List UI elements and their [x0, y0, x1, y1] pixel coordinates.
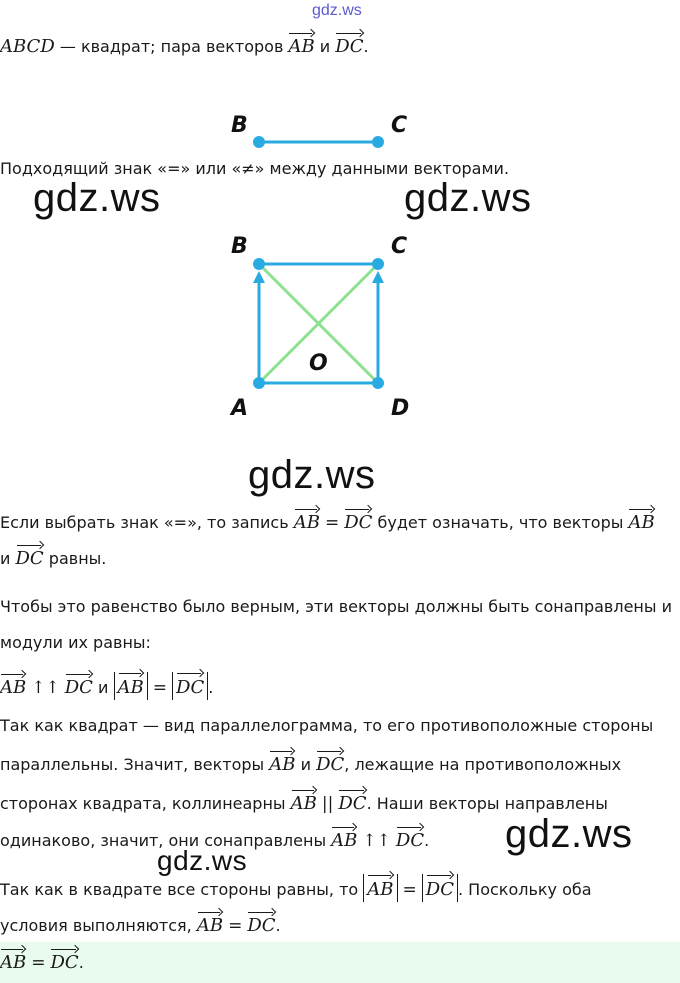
label-c: C	[391, 234, 408, 259]
p3-line3: сторонах квадрата, коллинеарны AB || DC. Наши векторы направлены	[0, 789, 608, 814]
p4-line1: Так как в квадрате все стороны равны, то AB = DC . Поскольку оба	[0, 874, 592, 902]
p3-line4: одинаково, значит, они сонаправлены AB ↑↑ DC.	[0, 826, 429, 851]
formula-codirected-equal: AB ↑↑ DC и AB = DC .	[0, 672, 213, 700]
vector-dc: DC	[335, 32, 363, 57]
p2-line1: Чтобы это равенство было верным, эти векторы должны быть сонаправлены и	[0, 597, 672, 616]
p3-line2: параллельны. Значит, векторы AB и DC, лежащие на противоположных	[0, 750, 621, 775]
question-text: Подходящий знак «=» или «≠» между данными векторами.	[0, 159, 510, 178]
figure-vector-pair	[220, 105, 420, 155]
label-b: B	[231, 234, 248, 259]
label-o: O	[309, 351, 328, 376]
watermark: gdz.ws	[404, 176, 532, 220]
point-d	[372, 377, 384, 389]
arrowhead-dc	[372, 271, 384, 283]
figure-square-abcd	[220, 225, 420, 425]
p3-line1: Так как квадрат — вид параллелограмма, то его противоположные стороны	[0, 716, 654, 735]
label-b: B	[231, 113, 248, 138]
label-d: D	[391, 396, 410, 421]
answer-box	[0, 942, 680, 983]
point-a	[253, 377, 265, 389]
square-name: ABCD	[0, 36, 55, 57]
point-b	[253, 136, 265, 148]
p2-line2: модули их равны:	[0, 633, 151, 652]
watermark: gdz.ws	[157, 845, 248, 876]
answer-formula: AB = DC.	[0, 948, 84, 973]
watermark-top: gdz.ws	[312, 2, 362, 19]
watermark: gdz.ws	[505, 812, 633, 856]
label-a: A	[231, 396, 249, 421]
watermark: gdz.ws	[248, 453, 376, 497]
p1-line2: и DC равны.	[0, 544, 106, 569]
watermark: gdz.ws	[33, 176, 161, 220]
p4-line2: условия выполняются, AB = DC.	[0, 911, 281, 936]
arrowhead-ab	[253, 271, 265, 283]
intro-line: ABCD — квадрат; пара векторов AB и DC.	[0, 32, 369, 57]
p1-line1: Если выбрать знак «=», то запись AB = DC будет означать, что векторы AB	[0, 508, 655, 533]
point-c	[372, 136, 384, 148]
label-c: C	[391, 113, 408, 138]
point-b	[253, 258, 265, 270]
point-c	[372, 258, 384, 270]
vector-ab: AB	[288, 32, 314, 57]
